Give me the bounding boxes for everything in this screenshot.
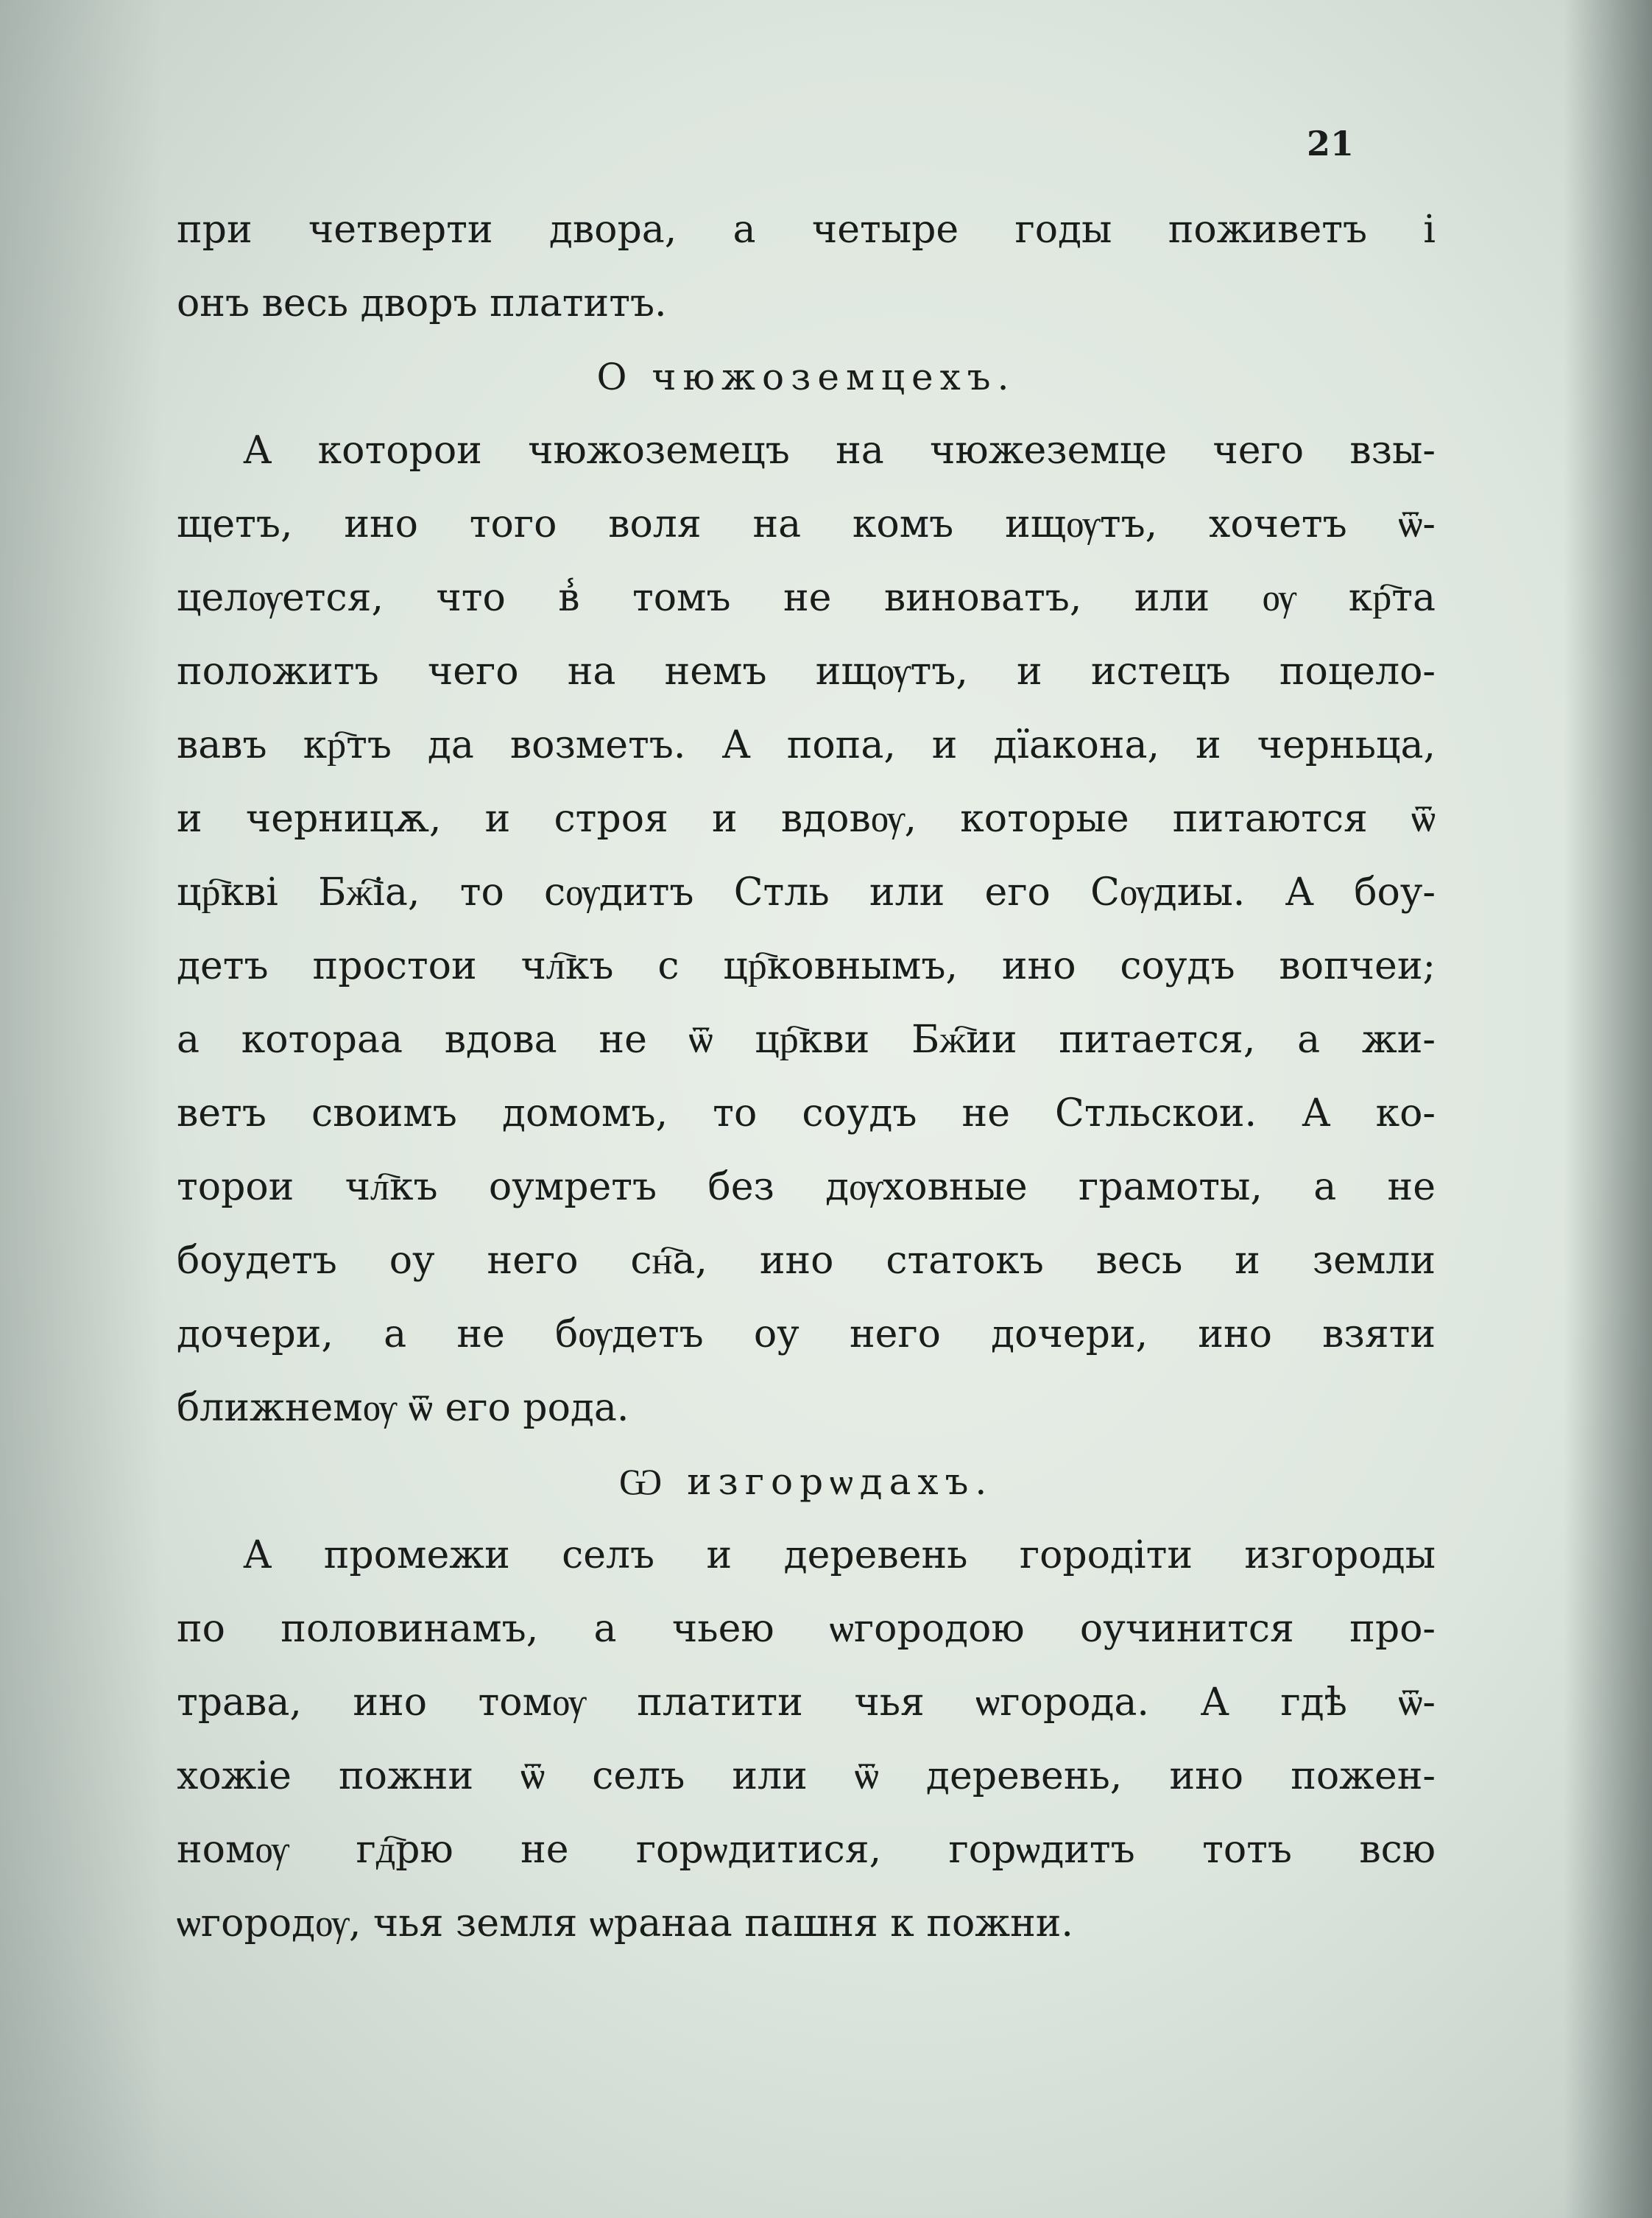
text-line: хожіе пожни ѿ селъ или ѿ деревень, ино пожен-	[177, 1754, 1436, 1798]
text-line: номѹ гд҇рю не горѡдитися, горѡдитъ тотъ всю	[177, 1828, 1436, 1872]
text-line: цр҇кві Бж҇іа, то сѹдитъ Стль или его Сѹдиы. А боу-	[177, 870, 1436, 915]
text-line: а котораа вдова не ѿ цр҇кви Бж҇ии питается, а жи-	[177, 1018, 1436, 1062]
text-line: А которои чюжоземецъ на чюжеземце чего взы-	[243, 429, 1436, 473]
section-heading: О чюжоземцехъ.	[596, 356, 1016, 398]
text-line: трава, ино томѹ платити чья ѡгорода. А гдѣ ѿ-	[177, 1680, 1436, 1725]
text-line: ѡгородѹ, чья земля ѡранаа пашня к пожни.	[177, 1901, 1073, 1946]
text-line: боудетъ оу него сн҇а, ино статокъ весь и земли	[177, 1239, 1436, 1283]
text-line: положитъ чего на немъ ищѹтъ, и истецъ поцело-	[177, 649, 1436, 694]
text-line: ближнемѹ ѿ его рода.	[177, 1386, 629, 1430]
page-number: 21	[1306, 124, 1354, 163]
text-line: целѹется, что в̾ томъ не виноватъ, или ѹ кр҇та	[177, 576, 1436, 620]
text-line: дочери, а не бѹдетъ оу него дочери, ино взяти	[177, 1312, 1436, 1356]
text-line: вавъ кр҇тъ да возметъ. А попа, и дїакона, и черньца,	[177, 723, 1436, 767]
text-line: и черницѫ, и строя и вдовѹ, которые питаются ѿ	[177, 797, 1436, 841]
text-line: при четверти двора, а четыре годы поживетъ і	[177, 208, 1436, 252]
section-heading: Ѡ изгорѡдахъ.	[618, 1460, 994, 1503]
page-text	[177, 193, 1436, 1960]
text-line: онъ весь дворъ платитъ.	[177, 281, 667, 325]
text-line: торои чл҇къ оумретъ без дѹховные грамоты, а не	[177, 1165, 1436, 1209]
text-line: щетъ, ино того воля на комъ ищѹтъ, хочетъ ѿ-	[177, 502, 1436, 546]
text-line: по половинамъ, а чьею ѡгородою оучинится про-	[177, 1607, 1436, 1651]
text-line: А промежи селъ и деревень городіти изгороды	[243, 1533, 1436, 1577]
text-line: детъ простои чл҇къ с цр҇ковнымъ, ино соудъ вопчеи;	[177, 944, 1436, 988]
text-line: ветъ своимъ домомъ, то соудъ не Стльскои. А ко-	[177, 1091, 1436, 1136]
